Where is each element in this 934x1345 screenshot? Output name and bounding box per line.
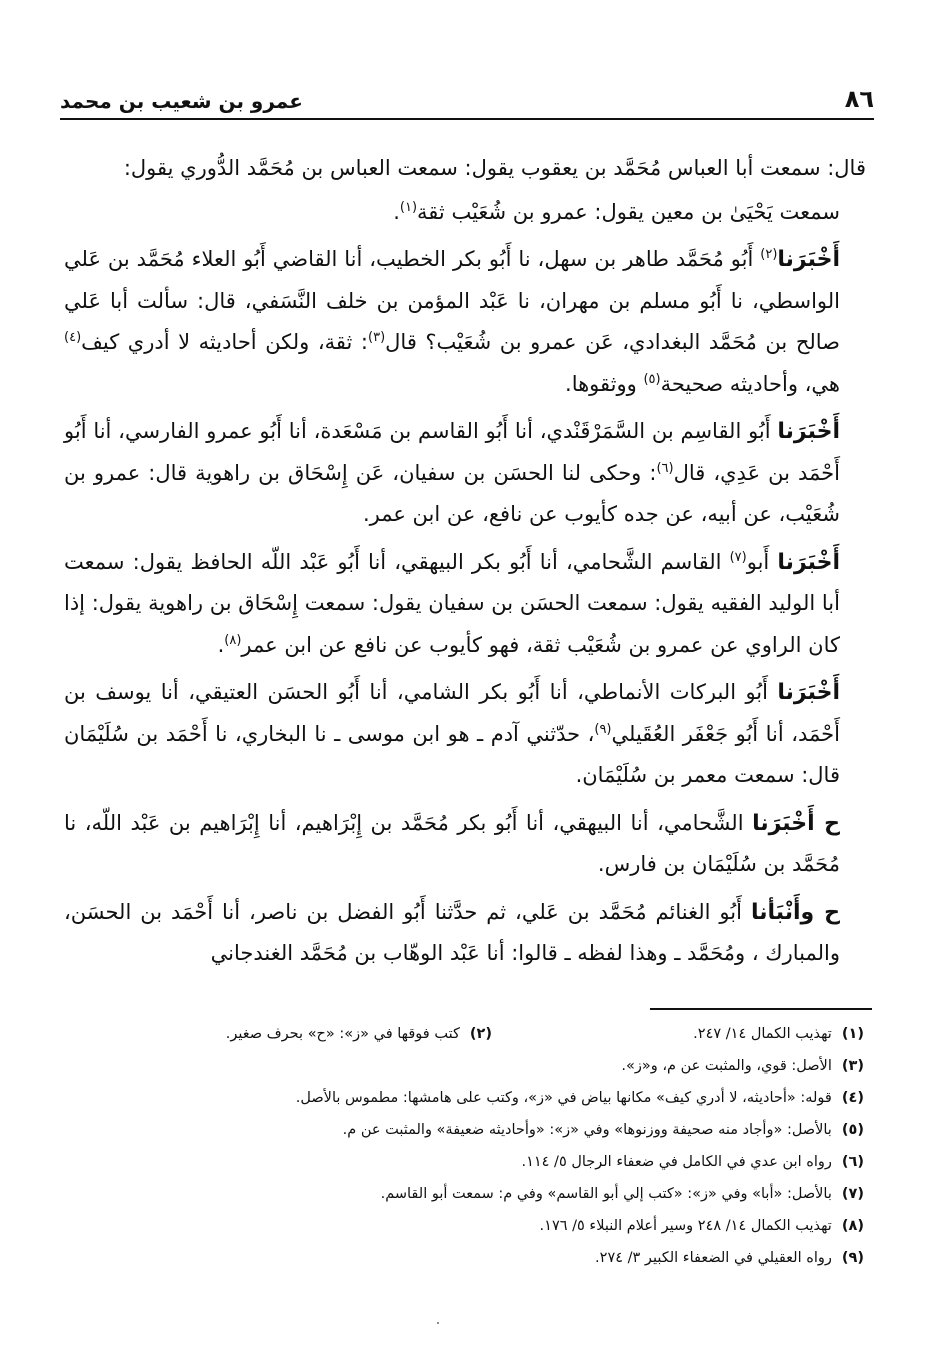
paragraph-3-text-d: ووثقوها. — [565, 371, 644, 396]
paragraph-4 — [64, 411, 866, 536]
paragraph-7-text: الشَّحامي، أنا البيهقي، أنا أَبُو بكر مُحَمَّد بن إِبْرَاهيم، أنا إِبْرَاهيم بن عَبْد اللّه، نا مُحَمَّد بن سُلَيْمَان بن فارس. — [64, 810, 840, 876]
paragraph-3 — [64, 239, 866, 405]
footnote-marker: (٦) — [656, 460, 674, 476]
footnote-text: الأصل: قوي، والمثبت عن م، و«ز». — [621, 1058, 832, 1074]
footnote-1 — [492, 1018, 864, 1050]
footnote-number: (٤) — [841, 1090, 864, 1106]
footnote-4 — [120, 1082, 864, 1114]
paragraph-2 — [64, 192, 866, 234]
footnote-text: قوله: «أحاديثه، لا أدري كيف» مكانها بياض في «ز»، وكتب على هامشها: مطموس بالأصل. — [295, 1090, 832, 1106]
footnote-number: (٥) — [841, 1122, 864, 1138]
footnote-separator — [650, 1008, 872, 1010]
footnote-marker: (١) — [399, 199, 418, 215]
narration-keyword: أَخْبَرَنا — [752, 810, 815, 836]
narration-keyword: أَخْبَرَنا — [777, 247, 840, 272]
footnote-number: (٧) — [841, 1186, 864, 1202]
footnote-text: رواه ابن عدي في الكامل في ضعفاء الرجال ٥/ ١١٤. — [521, 1154, 832, 1170]
paragraph-2-text: سمعت يَحْيَىٰ بن معين يقول: عمرو بن شُعَيْب ثقة — [417, 199, 840, 224]
main-text — [64, 148, 866, 981]
footnote-text: بالأصل: «أبا» وفي «ز»: «كتب إلي أبو القاسم» وفي م: سمعت أبو القاسم. — [380, 1186, 832, 1202]
footnote-2 — [120, 1018, 492, 1050]
tahwil-marker: ح — [814, 810, 841, 836]
paragraph-1-text: قال: سمعت أبا العباس مُحَمَّد بن يعقوب يقول: سمعت العباس بن مُحَمَّد الدُّوري يقول: — [123, 156, 866, 180]
paragraph-1 — [64, 148, 866, 190]
paragraph-5-end: . — [217, 632, 225, 657]
footnote-6 — [120, 1146, 864, 1178]
paragraph-6-text-a: أَبُو البركات الأنماطي، أنا أَبُو بكر الشامي، أنا أَبُو الحسَن العتيقي، أنا يوسف بن أَحْمَد، أنا أَبُو جَعْفَر العُقَيلي — [64, 680, 840, 746]
footnote-marker: (٨) — [224, 632, 242, 648]
footnote-marker: (٣) — [368, 330, 386, 345]
footnote-8 — [120, 1210, 864, 1242]
footnote-marker: (٩) — [594, 721, 612, 737]
scan-speck — [437, 1322, 439, 1324]
footnote-marker: (٥) — [643, 371, 661, 387]
footnote-text: تهذيب الكمال ١٤/ ٢٤٧. — [693, 1026, 832, 1042]
footnote-marker: (٢) — [760, 247, 778, 262]
paragraph-6 — [64, 672, 866, 797]
footnote-number: (٨) — [841, 1218, 864, 1234]
page-header — [60, 84, 874, 120]
footnote-text: كتب فوقها في «ز»: «ح» بحرف صغير. — [225, 1026, 460, 1042]
paragraph-2-end: . — [393, 199, 400, 224]
paragraph-3-text-c: هي، وأحاديثه صحيحة — [660, 371, 840, 396]
footnote-5 — [120, 1114, 864, 1146]
footnote-number: (١) — [841, 1026, 864, 1042]
footnote-9 — [120, 1242, 864, 1274]
narration-keyword: أَخْبَرَنا — [777, 419, 840, 444]
footnote-text: بالأصل: «وأجاد منه صحيفة ووزنوها» وفي «ز»: «وأحاديثه ضعيفة» والمثبت عن م. — [342, 1122, 832, 1138]
footnote-3 — [120, 1050, 864, 1082]
footnote-number: (٢) — [469, 1026, 492, 1042]
paragraph-5-text-a: أَبو — [746, 549, 778, 574]
footnote-7 — [120, 1178, 864, 1210]
paragraph-5-text-b: القاسم الشَّحامي، أنا أَبُو بكر البيهقي، أنا أَبُو عَبْد اللّه الحافظ يقول: سمعت أبا الوليد الفقيه يقول: سمعت الحسَن بن سفيان يقول: سمعت إِسْحَاق بن راهوية يقول: إذا كان الراوي عن عمرو بن شُعَيْب ثقة، فهو كأيوب عن نافع عن ابن عمر — [64, 549, 840, 657]
paragraph-5 — [64, 542, 866, 667]
paragraph-4-text-a: أَبُو القاسِم بن السَّمَرْقَنْدي، أنا أَبُو القاسم بن مَسْعَدة، أنا أَبُو عمرو الفارسي، أنا أَبُو أَحْمَد بن عَدِي، قال — [64, 419, 840, 485]
footnote-row — [120, 1018, 864, 1050]
footnote-number: (٦) — [841, 1154, 864, 1170]
page-number: ٨٦ — [844, 85, 874, 113]
footnote-number: (٩) — [841, 1250, 864, 1266]
paragraph-3-text-b: : ثقة، ولكن أحاديثه لا أدري كيف — [81, 330, 369, 354]
paragraph-3-text-a: أَبُو مُحَمَّد طاهر بن سهل، نا أَبُو بكر الخطيب، أنا القاضي أَبُو العلاء مُحَمَّد بن عَلي الواسطي، نا أَبُو مسلم بن مهران، نا عَبْد المؤمن بن خلف النَّسَفي، قال: سألت أبا عَلي صالح بن مُحَمَّد البغدادي، عَن عمرو بن شُعَيْب؟ قال — [64, 247, 840, 354]
footnote-text: تهذيب الكمال ١٤/ ٢٤٨ وسير أعلام النبلاء ٥/ ١٧٦. — [539, 1218, 832, 1234]
narration-keyword: أَخْبَرَنا — [777, 549, 841, 575]
paragraph-4-text-b: : وحكى لنا الحسَن بن سفيان، عَن إِسْحَاق بن راهوية قال: عمرو بن شُعَيْب، عن أبيه، عن جده كأيوب عن نافع، عن ابن عمر. — [64, 460, 840, 526]
paragraph-8-text: أَبُو الغنائم مُحَمَّد بن عَلي، ثم حدَّثنا أَبُو الفضل بن ناصر، أنا أَحْمَد بن الحسَن، والمبارك ، ومُحَمَّد ـ وهذا لفظه ـ قالوا: أنا عَبْد الوهّاب بن مُحَمَّد الغندجاني — [64, 899, 840, 965]
footnote-marker: (٤) — [64, 330, 82, 345]
paragraph-7 — [64, 803, 866, 886]
paragraph-6-text-b: ، حدّثني آدم ـ هو ابن موسى ـ نا البخاري، نا أَحْمَد بن سُلَيْمَان قال: سمعت معمر بن سُلَيْمَان. — [64, 721, 840, 787]
footnote-marker: (٧) — [729, 549, 747, 565]
footnote-number: (٣) — [841, 1058, 864, 1074]
narration-keyword: وأَنْبَأنا — [750, 899, 815, 925]
paragraph-8 — [64, 892, 866, 975]
footnotes — [120, 1018, 864, 1274]
running-title: عمرو بن شعيب بن محمد — [60, 89, 303, 113]
footnote-text: رواه العقيلي في الضعفاء الكبير ٣/ ٢٧٤. — [595, 1250, 832, 1266]
narration-keyword: أَخْبَرَنا — [777, 680, 840, 705]
tahwil-marker: ح — [814, 899, 840, 925]
